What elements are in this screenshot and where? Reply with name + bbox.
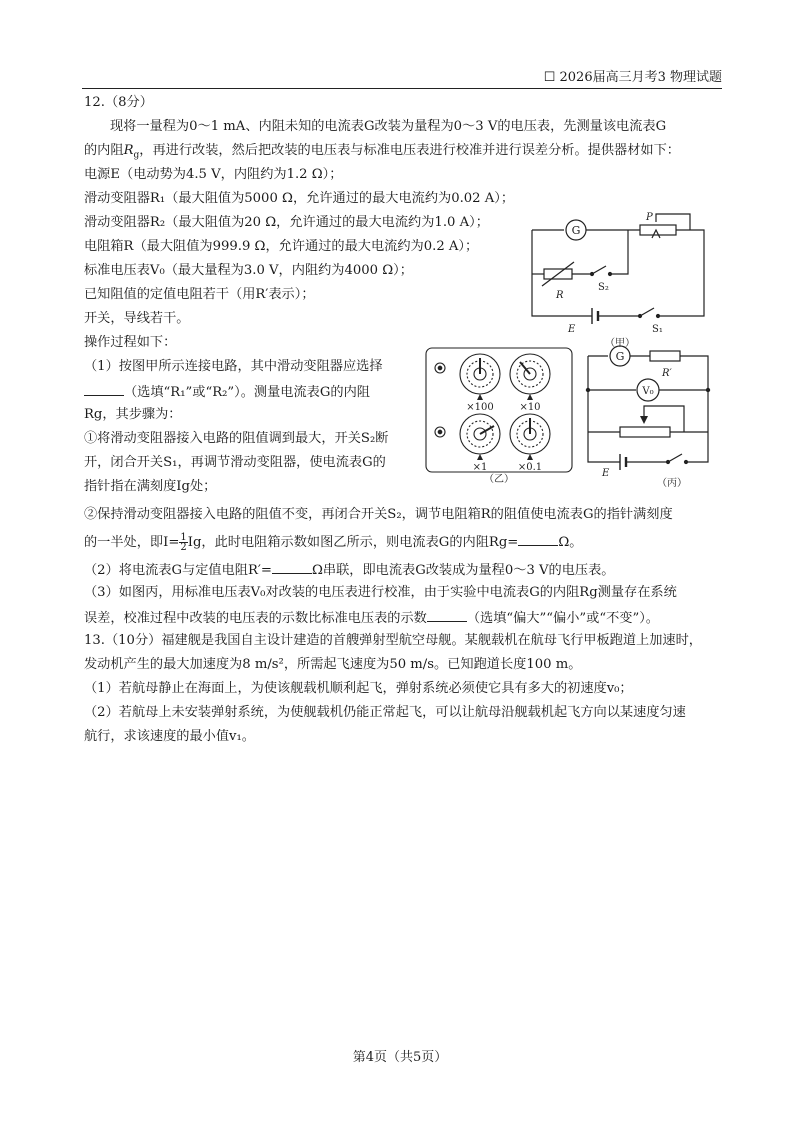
rheostat-symbol: [620, 427, 670, 437]
answer-blank: [518, 532, 558, 546]
label-s1: S₁: [652, 324, 663, 335]
switch-s2: [592, 266, 606, 274]
q13-part1: （1）若航母静止在海面上，为使该舰载机顺利起飞，弹射系统必须使它具有多大的初速度v₀；: [84, 681, 633, 696]
q12-intro-line1: 现将一量程为0～1 mA、内阻未知的电流表G改装为量程为0～3 V的电压表，先测量该电流表G: [110, 119, 667, 134]
part1-line2: （选填“R₁”或“R₂”）。测量电流表G的内阻: [84, 382, 370, 402]
label-e: E: [568, 324, 576, 335]
answer-blank: [427, 608, 467, 622]
label-r-prime: R′: [662, 368, 672, 379]
equip-voltmeter: 标准电压表V₀（最大量程为3.0 V，内阻约为4000 Ω）；: [84, 263, 413, 278]
page-header: [82, 66, 722, 89]
equip-r2: 滑动变阻器R₂（最大阻值为20 Ω，允许通过的最大电流约为1.0 A）；: [84, 215, 489, 230]
part1-line3: Rg，其步骤为：: [84, 407, 182, 422]
q12-intro-line2: 的内阻$R_g$，再进行改装，然后把改装的电压表与标准电压表进行校准并进行误差分析。提供器材如下：: [84, 143, 680, 161]
page-footer: 第4页（共5页）: [352, 1050, 448, 1065]
dial-x1-label: ×1: [472, 462, 488, 473]
dial-x0.1: [510, 414, 550, 460]
dial-x1: [460, 414, 500, 460]
step1-line3: 指针指在满刻度Ig处；: [84, 479, 217, 494]
exam-title: ☐ 2026届高三月考3 物理试题: [543, 70, 722, 85]
slider-arrow: [640, 416, 648, 424]
label-r: R: [556, 290, 564, 301]
label-p: P: [646, 212, 653, 223]
label-e: E: [602, 468, 610, 479]
procedure-heading: 操作过程如下：: [84, 335, 177, 350]
slider-arrow: [652, 230, 660, 238]
caption-bing: （丙）: [657, 478, 687, 489]
step2-line1: ②保持滑动变阻器接入电路的阻值不变，再闭合开关S₂，调节电阻箱R的阻值使电流表G的指针满刻度: [84, 507, 673, 522]
equip-r1: 滑动变阻器R₁（最大阻值为5000 Ω，允许通过的最大电流约为0.02 A）；: [84, 191, 515, 206]
step1-line2: 开，闭合开关S₁，再调节滑动变阻器，使电流表G的: [84, 455, 386, 470]
caption-jia: （甲）: [605, 338, 635, 348]
part2-line: （2）将电流表G与定值电阻R′= Ω串联，即电流表G改装成为量程0～3 V的电压表。: [84, 560, 615, 580]
part1-line1: （1）按图甲所示连接电路，其中滑动变阻器应选择: [84, 359, 383, 374]
circuit-figure-jia: [520, 208, 720, 348]
answer-blank: [272, 560, 312, 574]
q13-part2-line2: 航行，求该速度的最小值v₁。: [84, 729, 255, 744]
circuit-figure-bing: [580, 344, 720, 490]
equip-source: 电源E（电动势为4.5 V，内阻约为1.2 Ω）；: [84, 167, 343, 182]
fraction-half: $\frac{1}{2}$: [180, 532, 187, 553]
step1-line1: ①将滑动变阻器接入电路的阻值调到最大，开关S₂断: [84, 431, 389, 446]
caption-yi: （乙）: [484, 474, 514, 484]
part3-line2: 误差，校准过程中改装的电压表的示数比标准电压表的示数 （选填“偏大”“偏小”或“不变”）。: [84, 608, 659, 628]
fixed-resistor-symbol: [650, 351, 680, 361]
dial-x100-label: ×100: [466, 402, 494, 413]
equip-fixed-resistors: 已知阻值的定值电阻若干（用R′表示）；: [84, 287, 315, 302]
q13-heading-line1: 13.（10分）福建舰是我国自主设计建造的首艘弹射型航空母舰。某舰载机在航母飞行甲板跑道上加速时，: [84, 633, 702, 648]
dial-x0.1-label: ×0.1: [517, 462, 543, 473]
answer-blank: [84, 382, 124, 396]
equip-resistance-box: 电阻箱R（最大阻值为999.9 Ω，允许通过的最大电流约为0.2 A）；: [84, 239, 479, 254]
dial-x10-label: ×10: [519, 402, 541, 413]
step2-line2: 的一半处，即I= $\frac{1}{2}$ Ig，此时电阻箱示数如图乙所示，则电流表G的内阻Rg= Ω。: [84, 532, 583, 553]
label-s2: S₂: [598, 282, 609, 293]
q12-heading: 12.（8分）: [84, 95, 153, 110]
dial-x10: [510, 354, 550, 400]
variable-arrow: [542, 262, 574, 286]
switch: [668, 454, 682, 462]
part3-line1: （3）如图丙，用标准电压表V₀对改装的电压表进行校准，由于实验中电流表G的内阻Rg测量存在系统: [84, 585, 677, 600]
label-g: G: [571, 224, 581, 237]
equip-switch: 开关，导线若干。: [84, 311, 190, 326]
label-v0: V₀: [642, 386, 654, 397]
q13-part2-line1: （2）若航母上未安装弹射系统，为使舰载机仍能正常起飞，可以让航母沿舰载机起飞方向以某速度匀速: [84, 705, 686, 720]
switch-s1: [640, 308, 654, 316]
q13-heading-line2: 发动机产生的最大加速度为8 m/s²，所需起飞速度为50 m/s。已知跑道长度100 m。: [84, 657, 582, 672]
dial-x100: [460, 354, 500, 400]
label-g: G: [615, 350, 625, 363]
resistance-box-figure-yi: [424, 346, 574, 484]
